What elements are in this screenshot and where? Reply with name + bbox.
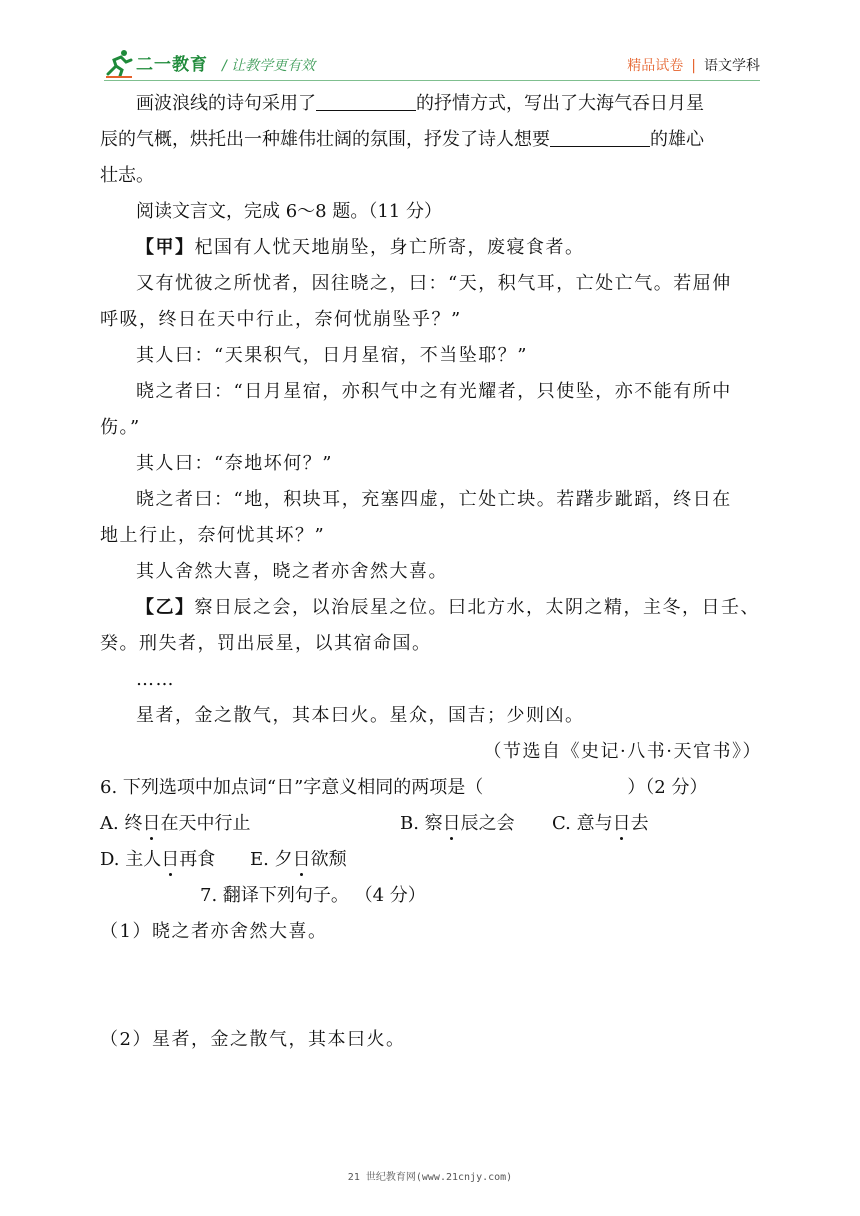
main-content — [100, 86, 762, 1058]
header-divider — [104, 80, 760, 81]
intro-line-2 — [100, 122, 762, 158]
intro-text: 的抒情方式，写出了大海气吞日月星 — [416, 93, 704, 114]
q7-sentence-2: （2）星者，金之散气，其本曰火。 — [100, 1029, 406, 1050]
q6-options-row-2 — [100, 842, 762, 878]
passage-para: 其人曰：“奈地坏何？” — [136, 453, 333, 474]
q7-sentence-1: （1）晓之者亦舍然大喜。 — [100, 921, 328, 942]
passage-para: 地上行止，奈何忧其坏？” — [100, 525, 326, 546]
intro-text: 画波浪线的诗句采用了 — [136, 93, 316, 114]
reading-title: 阅读文言文，完成 6～8 题。（11 分） — [136, 201, 442, 222]
running-man-icon — [104, 48, 134, 78]
page-footer: 21 世纪教育网(www.21cnjy.com) — [347, 1172, 513, 1183]
passage-para — [100, 230, 762, 266]
q6-stem-text: 6. 下列选项中加点词“日”字意义相同的两项是（ — [100, 777, 484, 798]
answer-blank — [316, 90, 416, 111]
option-d: D. 主人日再食 — [100, 849, 216, 870]
slogan: / 让教学更有效 — [222, 58, 316, 74]
passage-para: 又有忧彼之所忧者，因往晓之，曰：“天，积气耳，亡处亡气。若屈伸 — [136, 273, 732, 294]
option-b: B. 察日辰之会 — [400, 813, 515, 834]
passage-para: 呼吸，终日在天中行止，奈何忧崩坠乎？” — [100, 309, 462, 330]
intro-text: 的雄心 — [650, 129, 704, 150]
logo — [104, 46, 216, 80]
q6-stem-score: ）（2 分） — [627, 777, 708, 798]
passage-mark-jia: 【甲】 — [136, 237, 195, 258]
header-label-subject: 语文学科 — [704, 58, 760, 74]
passage-text: 察日辰之会，以治辰星之位。曰北方水，太阴之精，主冬，日壬、 — [194, 597, 760, 618]
intro-line-3: 壮志。 — [100, 165, 154, 186]
answer-space — [100, 950, 762, 1022]
passage-mark-yi: 【乙】 — [136, 597, 195, 618]
passage-para: 伤。” — [100, 417, 141, 438]
passage-ellipsis: …… — [136, 669, 175, 690]
passage-para: 晓之者曰：“日月星宿，亦积气中之有光耀者，只使坠，亦不能有所中 — [136, 381, 732, 402]
passage-para: 其人舍然大喜，晓之者亦舍然大喜。 — [136, 561, 448, 582]
q7-stem: 7. 翻译下列句子。 （4 分） — [200, 885, 426, 906]
passage-para: 其人曰：“天果积气，日月星宿，不当坠耶？” — [136, 345, 528, 366]
intro-text: 辰的气概，烘托出一种雄伟壮阔的氛围，抒发了诗人想要 — [100, 129, 550, 150]
page-header — [0, 0, 860, 84]
passage-source: （节选自《史记·八书·天官书》） — [483, 741, 762, 762]
option-a: A. 终日在天中行止 — [100, 813, 251, 834]
passage-text: 杞国有人忧天地崩坠，身亡所寄，废寝食者。 — [194, 237, 585, 258]
passage-para: 癸。刑失者，罚出辰星，以其宿命国。 — [100, 633, 432, 654]
q6-stem — [100, 770, 762, 806]
header-label-premium: 精品试卷 — [627, 58, 684, 74]
passage-para: 晓之者曰：“地，积块耳，充塞四虚，亡处亡块。若躇步跐蹈，终日在 — [136, 489, 732, 510]
passage-para — [100, 590, 762, 626]
header-separator: | — [691, 58, 696, 74]
passage-para: 星者，金之散气，其本曰火。星众，国吉；少则凶。 — [136, 705, 585, 726]
intro-line-1 — [100, 86, 762, 122]
logo-text: 二一教育 — [136, 55, 208, 75]
header-subject — [627, 55, 760, 75]
option-e: E. 夕日欲颓 — [250, 849, 347, 870]
answer-blank — [550, 126, 650, 147]
option-c: C. 意与日去 — [552, 813, 649, 834]
q6-options-row-1 — [100, 806, 762, 842]
